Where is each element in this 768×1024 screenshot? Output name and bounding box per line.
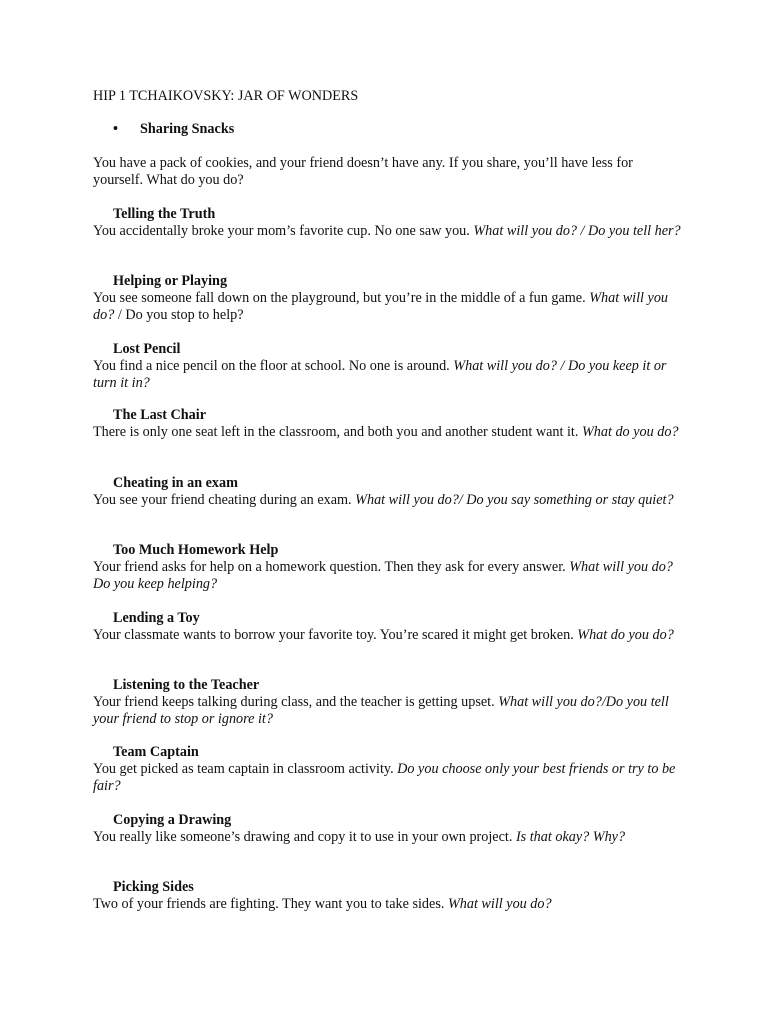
scenario-too-much-homework-help — [93, 542, 681, 592]
scenario-question: What will you do? Do you keep helping? — [93, 558, 673, 592]
scenario-question: What will you do? / Do you keep it or turn it in? — [93, 357, 667, 391]
scenario-question: What will you do? / Do you tell her? — [473, 222, 681, 239]
scenario-text: Your classmate wants to borrow your favorite toy. You’re scared it might get broken. — [93, 626, 578, 643]
scenario-text: You get picked as team captain in classroom activity. — [93, 760, 398, 777]
scenario-title: Team Captain — [113, 744, 199, 760]
scenario-text: You find a nice pencil on the floor at school. No one is around. — [93, 357, 454, 374]
scenario-title: Lending a Toy — [113, 610, 200, 626]
scenario-title: Picking Sides — [113, 879, 194, 895]
scenario-question: What will you do? — [447, 895, 552, 912]
scenario-text: Your friend keeps talking during class, and the teacher is getting upset. — [93, 693, 499, 710]
scenario-question: What will you do?/ Do you say something or stay quiet? — [355, 491, 674, 508]
bullet-dot-icon: • — [113, 121, 118, 137]
scenario-team-captain — [93, 744, 681, 794]
scenario-lost-pencil — [93, 341, 681, 391]
scenario-telling-the-truth — [93, 206, 681, 240]
scenario-text: You see someone fall down on the playground, but you’re in the middle of a fun game. — [93, 289, 590, 306]
scenario-title: Too Much Homework Help — [113, 542, 279, 558]
scenario-question: Is that okay? Why? — [515, 828, 626, 845]
scenario-title: Telling the Truth — [113, 206, 216, 222]
section-heading-sharing-snacks: Sharing Snacks — [140, 121, 235, 137]
scenario-question: What will you do?/Do you tell your friend to stop or ignore it? — [93, 693, 669, 727]
sharing-snacks-text: You have a pack of cookies, and your friend doesn’t have any. If you share, you’ll have less for yourself. What do you do? — [93, 155, 633, 188]
scenario-question: What do you do? — [577, 626, 674, 643]
scenario-text: Two of your friends are fighting. They want you to take sides. — [93, 895, 448, 912]
scenario-copying-a-drawing — [93, 812, 681, 846]
scenario-title: Listening to the Teacher — [113, 677, 260, 693]
scenario-text: You really like someone’s drawing and copy it to use in your own project. — [93, 828, 516, 845]
scenario-title: Helping or Playing — [113, 273, 228, 289]
scenario-text: You see your friend cheating during an exam. — [93, 491, 356, 508]
bullet-item-sharing-snacks — [113, 121, 234, 138]
scenario-text: Your friend asks for help on a homework question. Then they ask for every answer. — [93, 558, 570, 575]
scenario-lending-a-toy — [93, 610, 681, 644]
scenario-listening-to-the-teacher — [93, 677, 681, 727]
scenario-question: What do you do? — [581, 423, 679, 440]
scenario-text: You accidentally broke your mom’s favorite cup. No one saw you. — [93, 222, 474, 239]
scenario-tail: / Do you stop to help? — [114, 306, 244, 323]
scenario-helping-or-playing — [93, 273, 681, 323]
scenario-title: Copying a Drawing — [113, 812, 232, 828]
scenario-title: The Last Chair — [113, 407, 207, 423]
scenario-question: Do you choose only your best friends or try to be fair? — [93, 760, 676, 794]
scenario-title: Lost Pencil — [113, 341, 181, 357]
scenario-question: What will you do? — [93, 289, 669, 323]
scenario-the-last-chair — [93, 407, 681, 441]
scenario-text: There is only one seat left in the classroom, and both you and another student want it. — [93, 423, 582, 440]
scenario-title: Cheating in an exam — [113, 475, 238, 491]
scenario-picking-sides — [93, 879, 681, 913]
document-title: HIP 1 TCHAIKOVSKY: JAR OF WONDERS — [93, 88, 359, 104]
scenario-cheating-in-an-exam — [93, 475, 681, 509]
